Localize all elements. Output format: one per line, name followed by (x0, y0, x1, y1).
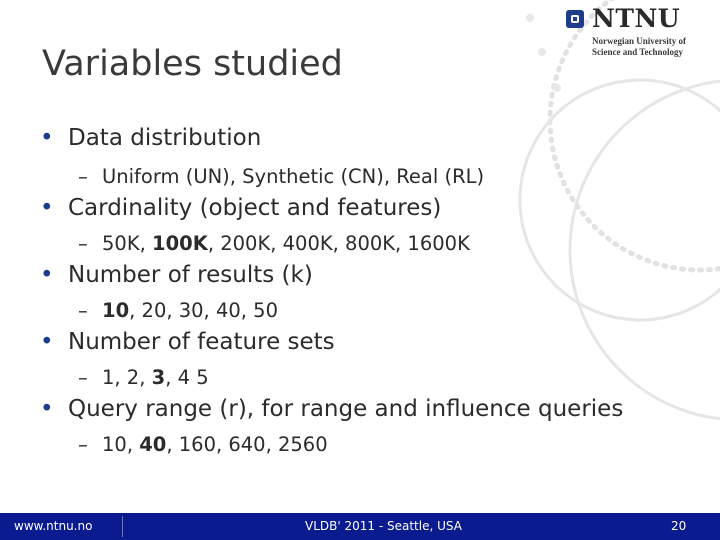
bullet-item (40, 195, 441, 221)
sub-bullet-item (78, 433, 328, 456)
ntnu-logo-icon (566, 10, 584, 28)
bullet-item (40, 125, 261, 151)
bullet-text: Cardinality (object and features) (68, 195, 442, 221)
bullet-dot-icon: • (40, 195, 54, 221)
bullet-item (40, 329, 335, 355)
bullet-text: Number of feature sets (68, 329, 335, 355)
sub-bullet-item (78, 165, 484, 188)
page-number: 20 (671, 519, 687, 533)
bullet-dot-icon: • (40, 329, 54, 355)
bullet-text: Number of results (k) (68, 262, 313, 288)
footer-bar (0, 513, 720, 540)
bullet-text: Query range (r), for range and influence queries (68, 396, 624, 422)
bullet-text: Data distribution (68, 125, 262, 151)
logo-subtitle-line2: Science and Technology (592, 47, 684, 57)
logo-subtitle-line1: Norwegian University of (592, 36, 686, 46)
footer-divider (122, 516, 123, 537)
ntnu-logo (566, 6, 716, 62)
dash-icon: – (78, 299, 88, 322)
bullet-dot-icon: • (40, 396, 54, 422)
sub-bullet-text: 10, 20, 30, 40, 50 (102, 299, 278, 322)
slide-title: Variables studied (42, 44, 343, 84)
sub-bullet-item (78, 299, 278, 322)
bullet-dot-icon: • (40, 262, 54, 288)
logo-name: NTNU (592, 4, 681, 33)
sub-bullet-text: 10, 40, 160, 640, 2560 (102, 433, 328, 456)
bullet-item (40, 396, 623, 422)
dash-icon: – (78, 433, 88, 456)
footer-conference: VLDB' 2011 - Seattle, USA (305, 519, 462, 533)
logo-subtitle (592, 36, 718, 58)
sub-bullet-text: Uniform (UN), Synthetic (CN), Real (RL) (102, 165, 485, 188)
sub-bullet-item (78, 366, 209, 389)
dash-icon: – (78, 232, 88, 255)
sub-bullet-text: 50K, 100K, 200K, 400K, 800K, 1600K (102, 232, 470, 255)
dash-icon: – (78, 366, 88, 389)
sub-bullet-text: 1, 2, 3, 4 5 (102, 366, 209, 389)
footer-url-link[interactable]: www.ntnu.no (14, 519, 93, 533)
dash-icon: – (78, 165, 88, 188)
sub-bullet-item (78, 232, 470, 255)
bullet-dot-icon: • (40, 125, 54, 151)
bullet-item (40, 262, 313, 288)
